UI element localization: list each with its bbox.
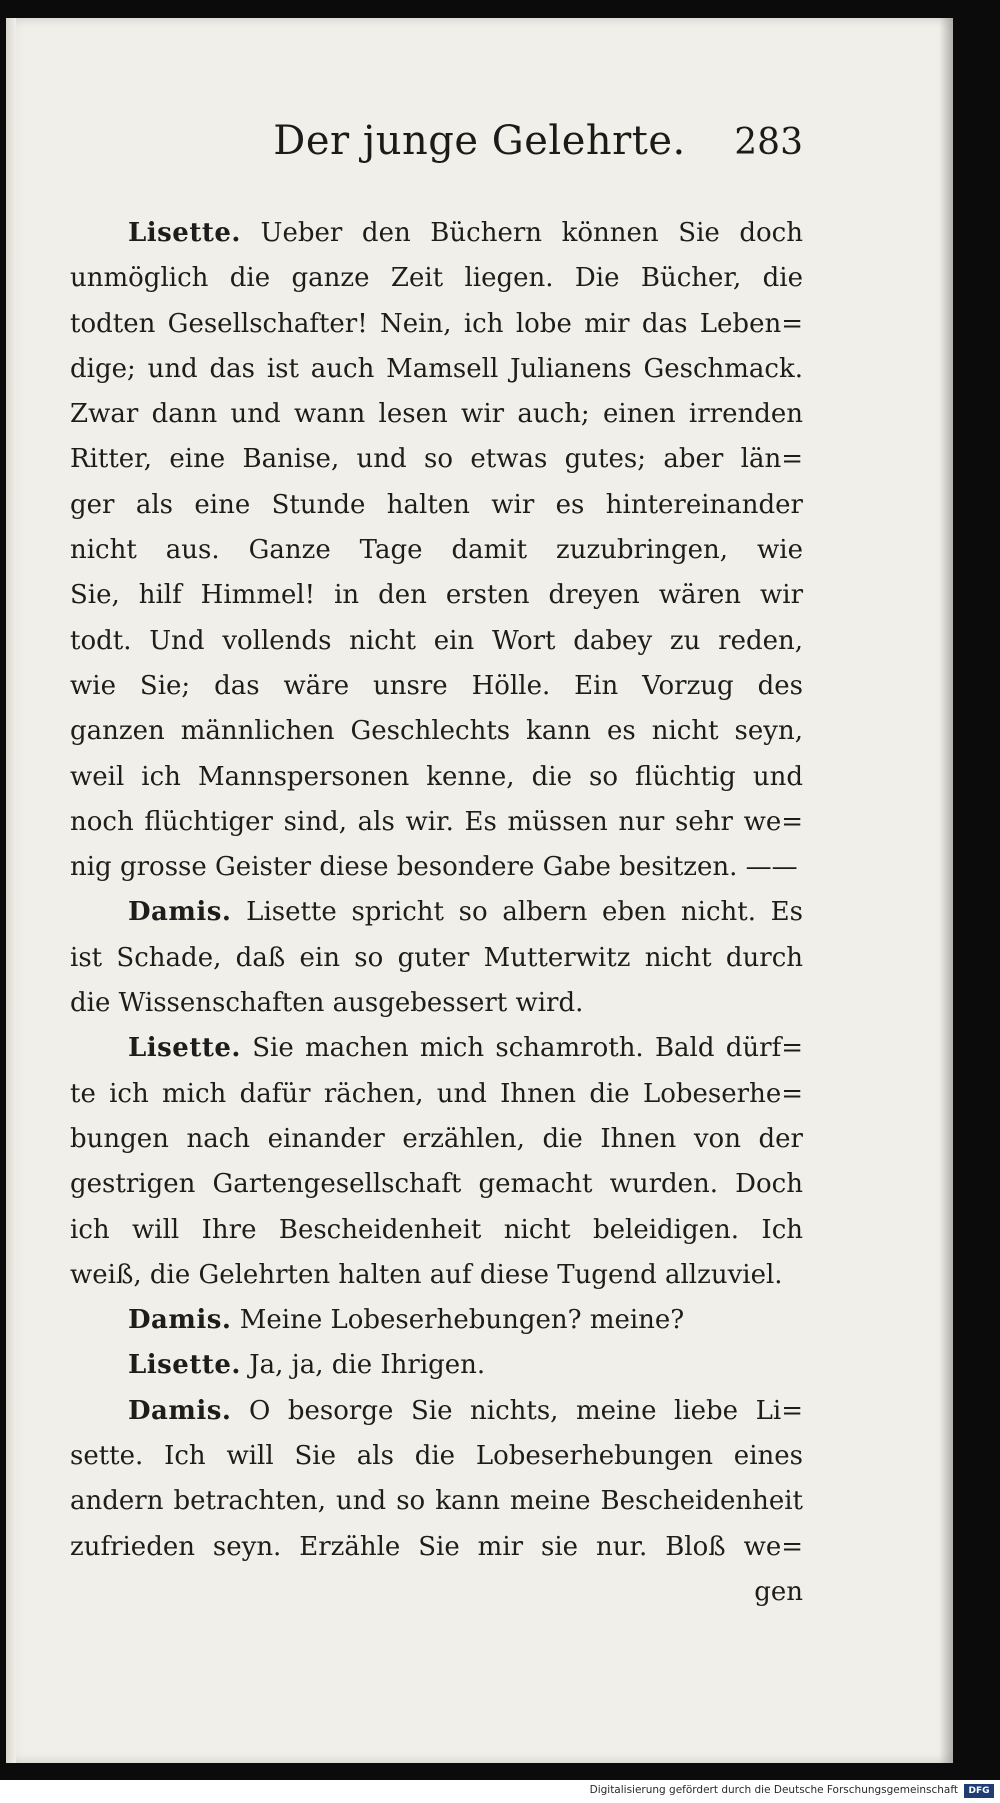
speaker-name: Damis. [128,1395,232,1426]
line-text: wie Sie; das wäre unsre Hölle. Ein Vorzug des [70,670,803,701]
text-line [70,1026,803,1071]
running-title: Der junge Gelehrte. [273,118,686,164]
text-line [70,1072,803,1117]
line-text: todten Gesellschafter! Nein, ich lobe mir das Leben= [70,308,803,339]
dfg-logo-icon: DFG [964,1784,994,1798]
line-text: sette. Ich will Sie als die Lobeserhebungen eines [70,1441,803,1472]
text-line [70,392,803,437]
text-line [70,256,803,301]
text-line [70,528,803,573]
text-line [70,573,803,618]
text-line [70,619,803,664]
line-text: noch flüchtiger sind, als wir. Es müssen nur sehr we= [70,806,803,837]
line-text: O besorge Sie nichts, meine liebe Li= [231,1395,803,1426]
text-line [70,437,803,482]
speaker-name: Lisette. [128,1033,241,1064]
speaker-name: Damis. [128,897,232,928]
page-edge-shadow [939,18,953,1763]
line-text: Zwar dann und wann lesen wir auch; einen irrenden [70,399,803,430]
text-line [70,1479,803,1524]
text-line [70,800,803,845]
speaker-name: Lisette. [128,1350,241,1381]
text-line [70,483,803,528]
text-line [70,1525,803,1570]
catchword: gen [754,1576,803,1607]
speaker-name: Damis. [128,1305,232,1336]
text-line [70,302,803,347]
line-text: weiß, die Gelehrten halten auf diese Tugend allzuviel. [70,1259,783,1290]
line-text: Lisette spricht so albern eben nicht. Es [231,897,803,928]
line-text: ich will Ihre Bescheidenheit nicht beleidigen. Ich [70,1214,803,1245]
funding-credit: Digitalisierung gefördert durch die Deutsche Forschungsgemeinschaft [589,1784,958,1796]
line-text: gestrigen Gartengesellschaft gemacht wurden. Doch [70,1169,803,1200]
text-line [70,1434,803,1479]
text-line [70,1162,803,1207]
line-text: Ueber den Büchern können Sie doch [240,218,803,248]
text-line [70,755,803,800]
text-line [70,664,803,709]
line-text: dige; und das ist auch Mamsell Julianens Geschmack. [70,353,803,384]
text-line [70,845,803,890]
line-text: nicht aus. Ganze Tage damit zuzubringen, wie [70,535,803,566]
text-line [70,890,803,935]
text-line [70,1117,803,1162]
text-line [70,1208,803,1253]
text-line [70,347,803,392]
text-line [70,936,803,981]
speaker-name: Lisette. [128,218,241,248]
line-text: unmöglich die ganze Zeit liegen. Die Bücher, die [70,263,803,294]
digitization-footer [0,1780,1000,1803]
text-line [70,981,803,1026]
page-number: 283 [734,122,803,163]
text-line [70,1389,803,1434]
line-text: todt. Und vollends nicht ein Wort dabey zu reden, [70,625,803,656]
line-text: ger als eine Stunde halten wir es hintereinander [70,489,803,520]
line-text: Ja, ja, die Ihrigen. [240,1350,486,1381]
line-text: bungen nach einander erzählen, die Ihnen von der [70,1123,803,1154]
page-header [6,118,953,188]
text-line [70,1343,803,1388]
text-line [70,709,803,754]
line-text: Meine Lobeserhebungen? meine? [231,1305,685,1336]
line-text: Ritter, eine Banise, und so etwas gutes; aber län= [70,444,803,475]
text-line [70,1298,803,1343]
line-text: te ich mich dafür rächen, und Ihnen die Lobeserhe= [70,1078,803,1109]
body-text [70,211,803,1615]
line-text: nig grosse Geister diese besondere Gabe besitzen. —— [70,852,798,883]
text-line [70,1253,803,1298]
line-text: andern betrachten, und so kann meine Bescheidenheit [70,1486,803,1517]
line-text: weil ich Mannspersonen kenne, die so flüchtig und [70,761,803,792]
line-text: Sie machen mich schamroth. Bald dürf= [240,1033,803,1064]
line-text: Sie, hilf Himmel! in den ersten dreyen wären wir [70,580,803,611]
page-gutter [6,18,16,1763]
line-text: ist Schade, daß ein so guter Mutterwitz nicht durch [70,942,803,973]
text-line [70,211,803,256]
book-page [6,18,953,1763]
line-text: die Wissenschaften ausgebessert wird. [70,988,584,1019]
line-text: ganzen männlichen Geschlechts kann es nicht seyn, [70,716,803,747]
line-text: zufrieden seyn. Erzähle Sie mir sie nur. Bloß we= [70,1531,803,1562]
